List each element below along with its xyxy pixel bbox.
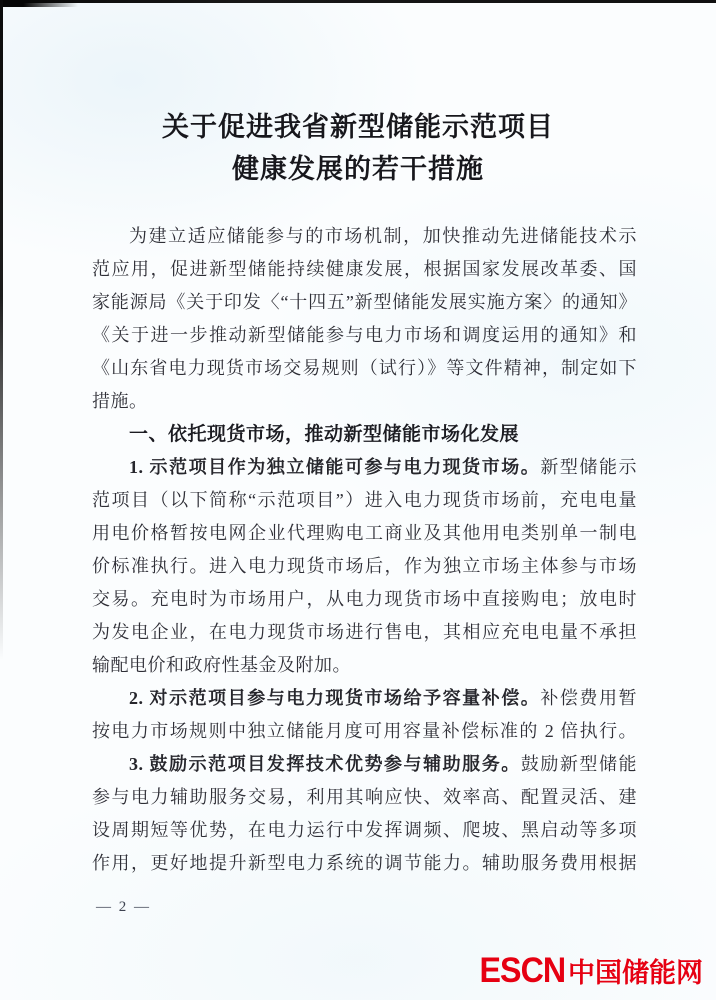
text-line	[92, 748, 637, 781]
text-line	[92, 484, 637, 517]
item-lead-sentence: 3. 鼓励示范项目发挥技术优势参与辅助服务。	[129, 754, 521, 774]
document-body	[92, 220, 637, 880]
text-line	[92, 220, 637, 253]
text-segment: 家能源局《关于印发〈“十四五”新型储能发展实施方案〉的通知》	[92, 292, 637, 312]
scan-edge-top	[0, 0, 716, 3]
text-segment: 范应用，促进新型储能持续健康发展，根据国家发展改革委、国	[92, 259, 637, 279]
escn-logo-latin-text: ESCN	[479, 951, 565, 990]
text-segment: 作用，更好地提升新型电力系统的调节能力。辅助服务费用根据	[92, 853, 637, 873]
item-lead-sentence: 2. 对示范项目参与电力现货市场给予容量补偿。	[129, 688, 541, 708]
text-line	[92, 253, 637, 286]
text-segment: 补偿费用暂	[540, 688, 638, 708]
escn-logo	[472, 951, 703, 993]
text-line	[92, 517, 637, 550]
text-segment: 《山东省电力现货市场交易规则（试行）》等文件精神，制定如下	[92, 358, 637, 378]
text-segment: 价标准执行。进入电力现货市场后，作为独立市场主体参与市场	[92, 556, 637, 576]
document-title-line-2: 健康发展的若干措施	[232, 154, 484, 184]
text-segment: 输配电价和政府性基金及附加。	[92, 655, 351, 675]
scan-edge-top-corner	[0, 0, 78, 7]
text-line	[92, 814, 637, 847]
text-line	[92, 583, 637, 616]
scan-edge-left	[0, 0, 3, 660]
text-line	[92, 385, 637, 418]
text-segment: 措施。	[92, 391, 148, 411]
text-line	[92, 781, 637, 814]
item-lead-sentence: 1. 示范项目作为独立储能可参与电力现货市场。	[129, 457, 541, 477]
section-heading	[92, 418, 637, 451]
text-line	[92, 649, 637, 682]
text-line	[92, 715, 637, 748]
text-line	[92, 682, 637, 715]
text-line	[92, 286, 637, 319]
text-segment: 按电力市场规则中独立储能月度可用容量补偿标准的 2 倍执行。	[92, 721, 637, 741]
text-segment: 为发电企业，在电力现货市场进行售电，其相应充电电量不承担	[92, 622, 637, 642]
text-segment: 《关于进一步推动新型储能参与电力市场和调度运用的通知》和	[92, 325, 637, 345]
text-segment: 为建立适应储能参与的市场机制，加快推动先进储能技术示	[129, 226, 637, 246]
text-segment: 参与电力辅助服务交易，利用其响应快、效率高、配置灵活、建	[92, 787, 637, 807]
text-segment: 新型储能示	[540, 457, 638, 477]
text-line	[92, 550, 637, 583]
document-title-line-1: 关于促进我省新型储能示范项目	[162, 112, 554, 142]
text-segment: 范项目（以下简称“示范项目”）进入电力现货市场前，充电电量	[92, 490, 637, 510]
text-segment: 一、依托现货市场，推动新型储能市场化发展	[129, 424, 520, 445]
text-segment: 用电价格暂按电网企业代理购电工商业及其他用电类别单一制电	[92, 523, 637, 543]
text-segment: 设周期短等优势，在电力运行中发挥调频、爬坡、黑启动等多项	[92, 820, 637, 840]
text-segment: 交易。充电时为市场用户，从电力现货市场中直接购电；放电时	[92, 589, 637, 609]
text-line	[92, 352, 637, 385]
text-line	[92, 451, 637, 484]
page-number: — 2 —	[96, 899, 151, 915]
text-line	[92, 319, 637, 352]
document-title	[0, 106, 716, 190]
escn-logo-chinese-text: 中国储能网	[568, 958, 703, 988]
text-segment: 鼓励新型储能	[520, 754, 638, 774]
text-line	[92, 616, 637, 649]
text-line	[92, 847, 637, 880]
